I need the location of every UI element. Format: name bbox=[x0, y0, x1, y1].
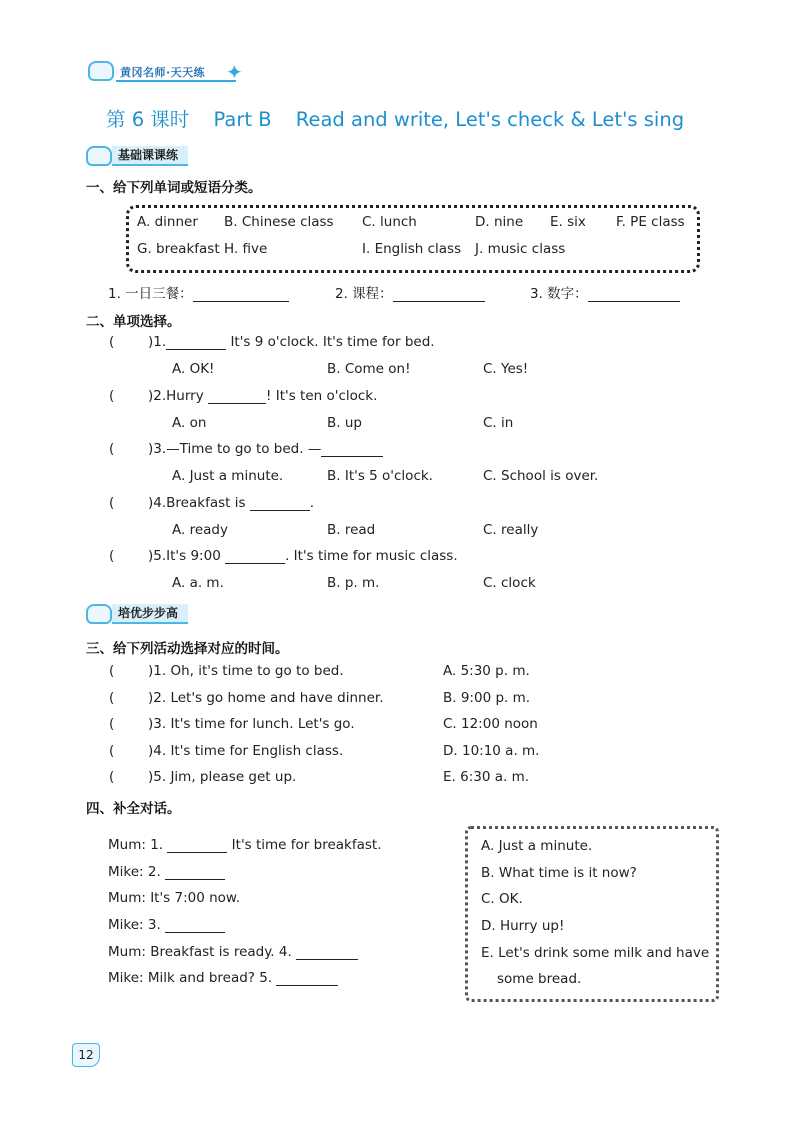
option: B. read bbox=[327, 522, 376, 538]
time-option: C. 12:00 noon bbox=[443, 716, 538, 732]
section1-heading: 一、给下列单词或短语分类。 bbox=[86, 180, 262, 196]
brand-underline bbox=[116, 80, 236, 82]
dialogue-line: Mike: Milk and bread? 5. bbox=[108, 970, 338, 986]
advanced-practice-tag bbox=[86, 602, 216, 624]
word-option: I. English class bbox=[362, 241, 462, 257]
option: B. p. m. bbox=[327, 575, 380, 591]
question-2: )2.Hurry ! It's ten o'clock. bbox=[148, 388, 378, 404]
option: C. in bbox=[483, 415, 514, 431]
word-option: F. PE class bbox=[616, 214, 685, 230]
answer-paren[interactable]: ( bbox=[109, 548, 115, 564]
word-option: A. dinner bbox=[137, 214, 198, 230]
advanced-tag-label: 培优步步高 bbox=[112, 604, 188, 624]
activity-item: )2. Let's go home and have dinner. bbox=[148, 690, 384, 706]
basic-practice-tag bbox=[86, 144, 216, 166]
answer-blank[interactable] bbox=[193, 287, 289, 302]
word-option: E. six bbox=[550, 214, 586, 230]
time-option: D. 10:10 a. m. bbox=[443, 743, 540, 759]
question-5: )5.It's 9:00 . It's time for music class. bbox=[148, 548, 458, 564]
bear-mascot-icon bbox=[88, 61, 114, 81]
word-option: C. lunch bbox=[362, 214, 417, 230]
answer-blank[interactable] bbox=[165, 865, 225, 880]
activity-item: )1. Oh, it's time to go to bed. bbox=[148, 663, 344, 679]
answer-blank[interactable] bbox=[225, 549, 285, 564]
dialogue-line: Mike: 3. bbox=[108, 917, 225, 933]
brand-header bbox=[86, 58, 251, 86]
sparkle-icon: ✦ bbox=[226, 60, 243, 84]
answer-blank[interactable] bbox=[165, 918, 225, 933]
lesson-number: 第 6 课时 bbox=[106, 108, 190, 131]
answer-paren[interactable]: ( bbox=[109, 769, 115, 785]
section2-heading: 二、单项选择。 bbox=[86, 314, 181, 330]
question-4: )4.Breakfast is . bbox=[148, 495, 315, 511]
section4-heading: 四、补全对话。 bbox=[86, 801, 181, 817]
answer-blank[interactable] bbox=[393, 287, 485, 302]
time-option: A. 5:30 p. m. bbox=[443, 663, 530, 679]
answer-paren[interactable]: ( bbox=[109, 441, 115, 457]
dialogue-option: A. Just a minute. bbox=[481, 838, 593, 854]
dialogue-line: Mum: Breakfast is ready. 4. bbox=[108, 944, 358, 960]
word-option: D. nine bbox=[475, 214, 524, 230]
option: A. OK! bbox=[172, 361, 215, 377]
answer-paren[interactable]: ( bbox=[109, 663, 115, 679]
bear-mascot-icon bbox=[86, 604, 112, 624]
activity-item: )3. It's time for lunch. Let's go. bbox=[148, 716, 355, 732]
basic-tag-label: 基础课课练 bbox=[112, 146, 188, 166]
dialogue-option-continued: some bread. bbox=[497, 971, 582, 987]
answer-blank[interactable] bbox=[166, 335, 226, 350]
dialogue-line: Mike: 2. bbox=[108, 864, 225, 880]
brand-text: 黄冈名师·天天练 bbox=[120, 66, 206, 79]
dialogue-options-box bbox=[465, 826, 719, 1002]
option: A. Just a minute. bbox=[172, 468, 284, 484]
option: C. clock bbox=[483, 575, 536, 591]
answer-blank[interactable] bbox=[167, 838, 227, 853]
answer-blank[interactable] bbox=[588, 287, 680, 302]
category-2: 2. 课程： bbox=[335, 282, 485, 302]
option: B. It's 5 o'clock. bbox=[327, 468, 433, 484]
option: C. really bbox=[483, 522, 539, 538]
dialogue-option: D. Hurry up! bbox=[481, 918, 565, 934]
page-title bbox=[106, 104, 684, 132]
answer-blank[interactable] bbox=[276, 971, 338, 986]
word-option: H. five bbox=[224, 241, 268, 257]
word-bank-box bbox=[126, 205, 700, 273]
answer-paren[interactable]: ( bbox=[109, 388, 115, 404]
word-option: G. breakfast bbox=[137, 241, 220, 257]
answer-paren[interactable]: ( bbox=[109, 495, 115, 511]
bear-mascot-icon bbox=[86, 146, 112, 166]
option: B. up bbox=[327, 415, 362, 431]
category-3: 3. 数字： bbox=[530, 282, 680, 302]
answer-blank[interactable] bbox=[208, 389, 266, 404]
word-option: B. Chinese class bbox=[224, 214, 334, 230]
dialogue-option: C. OK. bbox=[481, 891, 523, 907]
category-1: 1. 一日三餐： bbox=[108, 282, 289, 302]
section3-heading: 三、给下列活动选择对应的时间。 bbox=[86, 641, 289, 657]
time-option: B. 9:00 p. m. bbox=[443, 690, 531, 706]
word-option: J. music class bbox=[475, 241, 566, 257]
option: C. School is over. bbox=[483, 468, 599, 484]
answer-paren[interactable]: ( bbox=[109, 743, 115, 759]
question-1: )1. It's 9 o'clock. It's time for bed. bbox=[148, 334, 435, 350]
option: A. a. m. bbox=[172, 575, 224, 591]
option: A. ready bbox=[172, 522, 228, 538]
question-3: )3.—Time to go to bed. — bbox=[148, 441, 383, 457]
answer-paren[interactable]: ( bbox=[109, 690, 115, 706]
answer-blank[interactable] bbox=[250, 496, 310, 511]
dialogue-line: Mum: 1. It's time for breakfast. bbox=[108, 837, 382, 853]
answer-blank[interactable] bbox=[296, 945, 358, 960]
answer-blank[interactable] bbox=[321, 442, 383, 457]
answer-paren[interactable]: ( bbox=[109, 334, 115, 350]
dialogue-line: Mum: It's 7:00 now. bbox=[108, 890, 241, 906]
page-number: 12 bbox=[72, 1043, 100, 1067]
activity-item: )5. Jim, please get up. bbox=[148, 769, 297, 785]
dialogue-option: E. Let's drink some milk and have bbox=[481, 945, 710, 961]
activity-item: )4. It's time for English class. bbox=[148, 743, 344, 759]
option: B. Come on! bbox=[327, 361, 411, 377]
answer-paren[interactable]: ( bbox=[109, 716, 115, 732]
option: C. Yes! bbox=[483, 361, 529, 377]
lesson-topic: Read and write, Let's check & Let's sing bbox=[295, 108, 685, 131]
lesson-part: Part B bbox=[213, 108, 272, 131]
dialogue-option: B. What time is it now? bbox=[481, 865, 637, 881]
time-option: E. 6:30 a. m. bbox=[443, 769, 530, 785]
option: A. on bbox=[172, 415, 207, 431]
